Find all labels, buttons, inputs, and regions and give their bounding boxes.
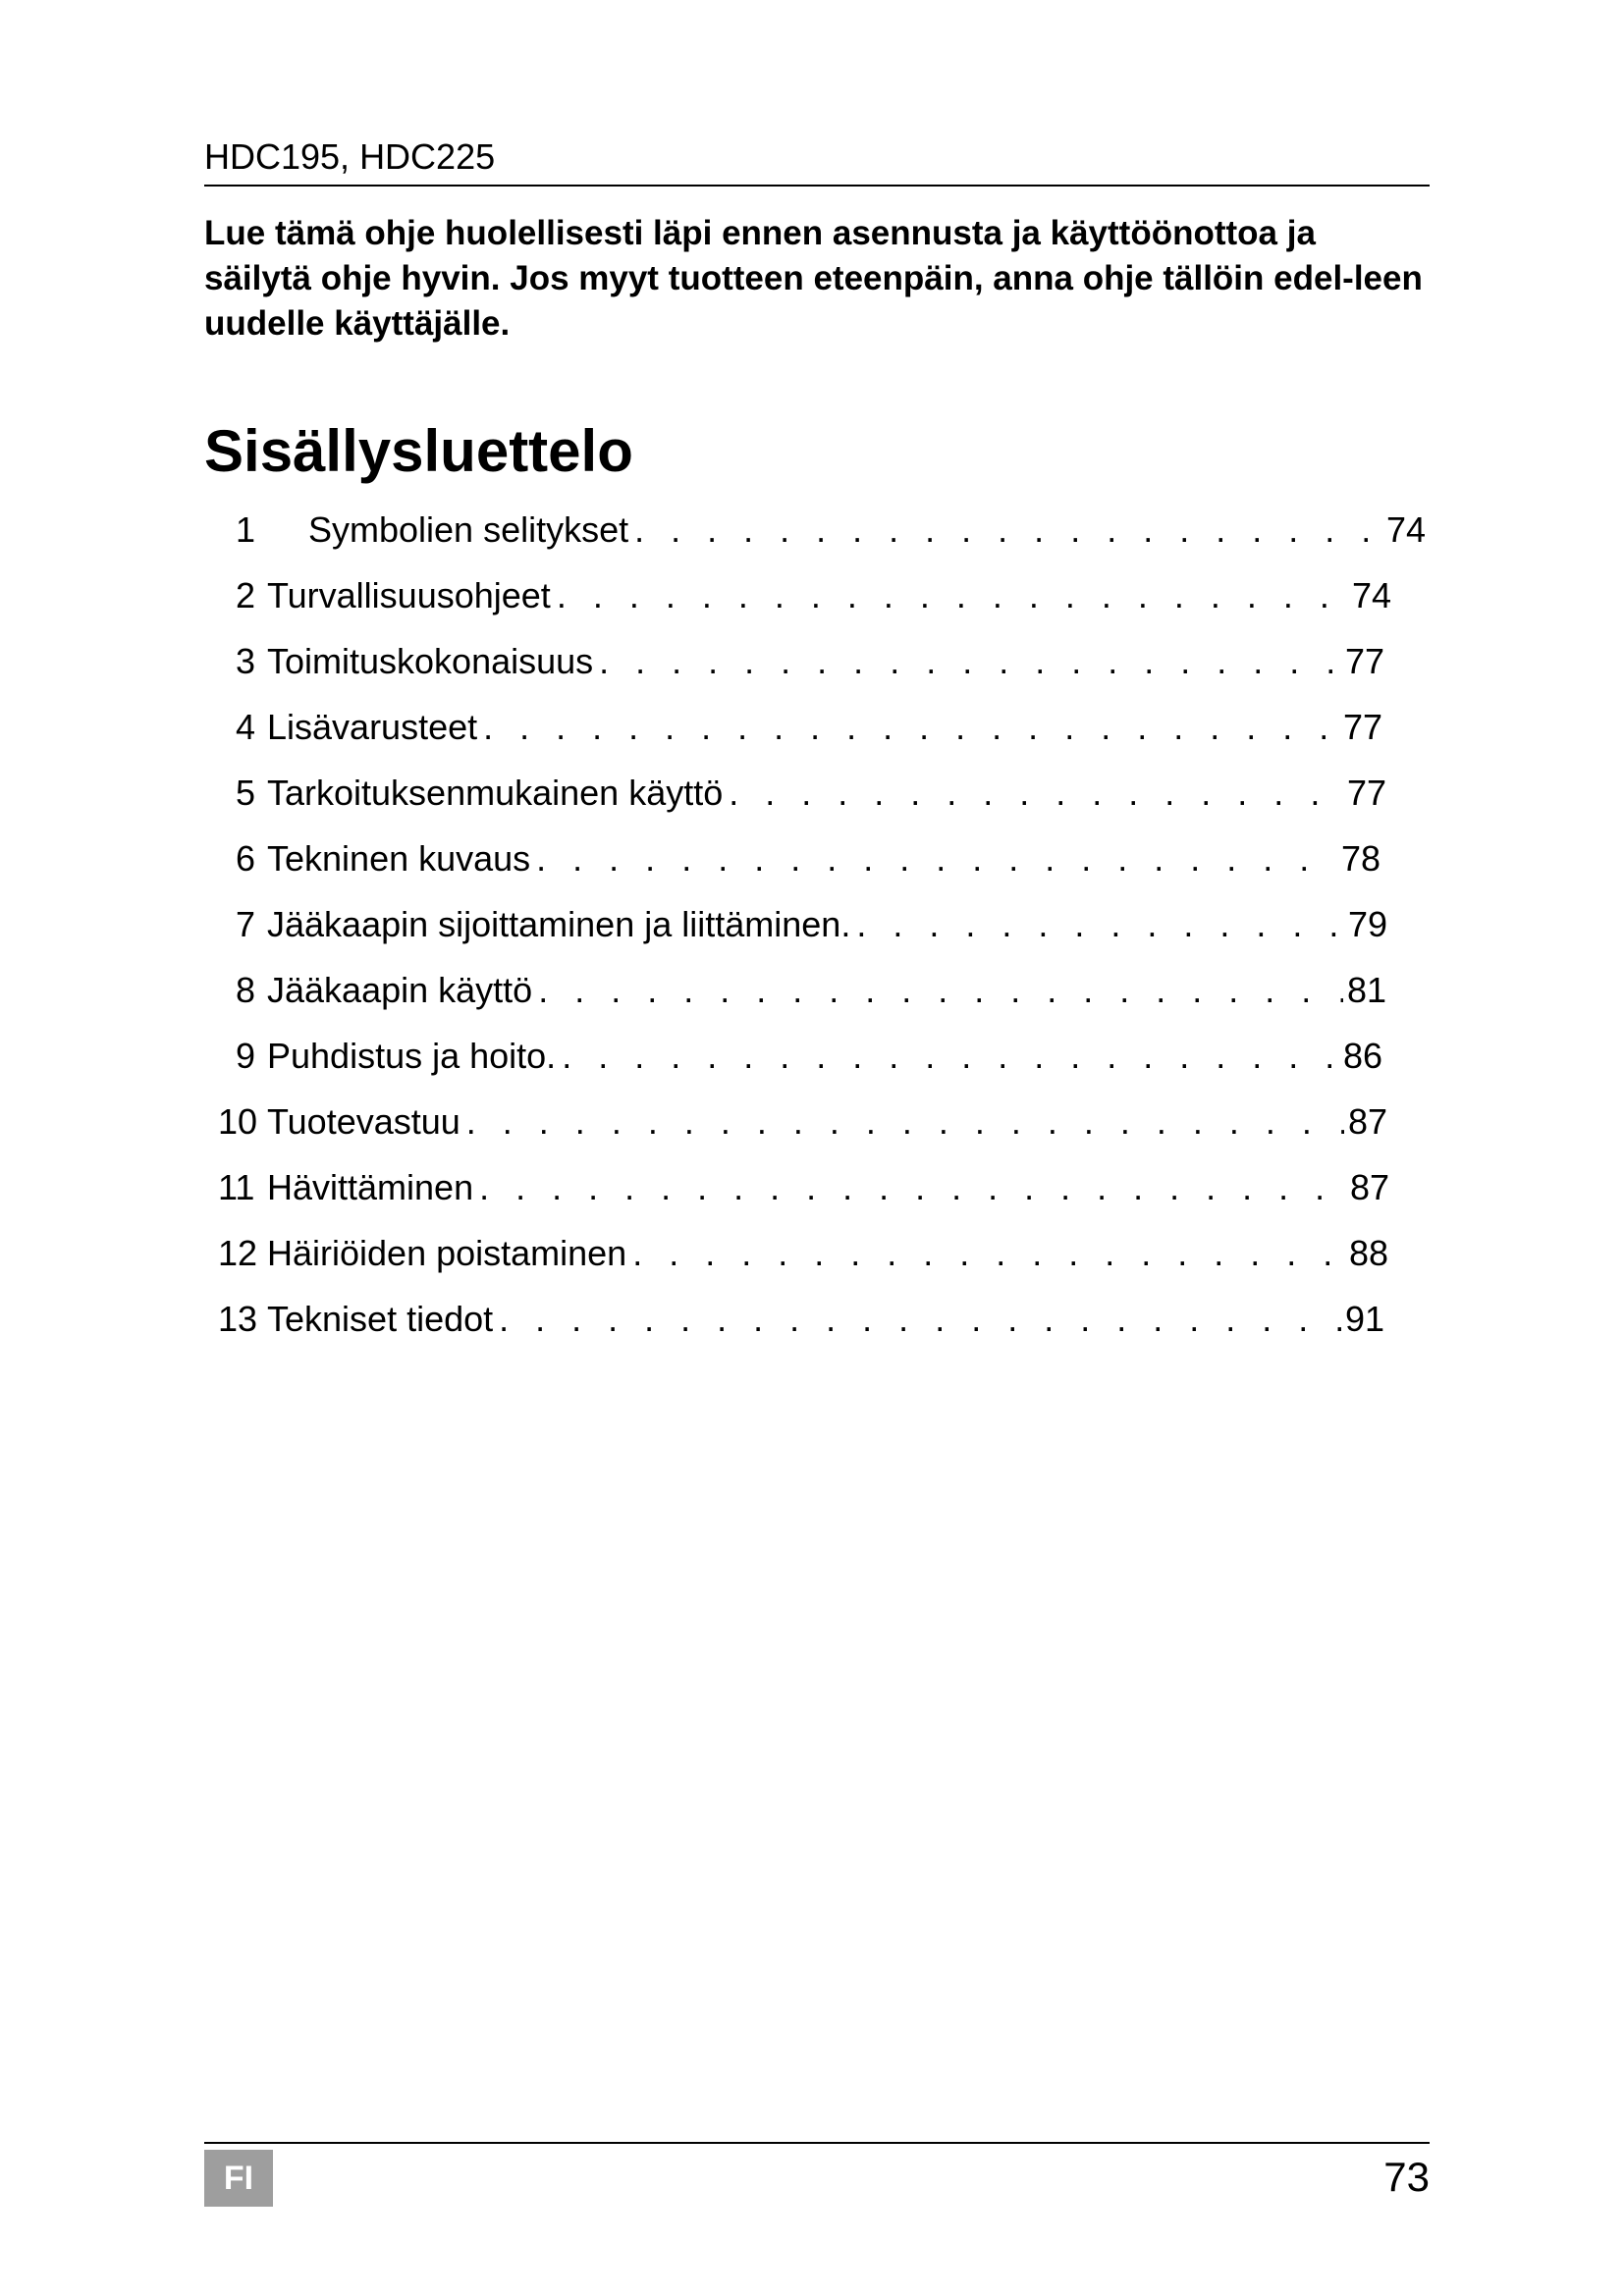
toc-leader-dots [532,967,1343,1014]
model-title: HDC195, HDC225 [204,136,496,177]
toc-leader-dots [460,1098,1344,1146]
toc-item-label: Häiriöiden poistaminen [267,1233,627,1273]
toc-item-number: 3 [236,641,256,681]
toc-item-label: Jääkaapin sijoittaminen ja liittäminen. [267,904,851,944]
language-badge: FI [204,2150,273,2207]
toc-item[interactable] [218,1296,1384,1343]
toc-item[interactable] [218,1098,1387,1146]
toc-item[interactable] [236,901,1387,948]
toc-item-page: 77 [1342,707,1382,747]
toc-item-number: 11 [218,1167,255,1207]
toc-item-page: 88 [1348,1233,1388,1273]
toc-item-number: 5 [236,773,256,813]
toc-item-number: 4 [236,707,256,747]
toc-item-label: Hävittäminen [267,1167,474,1207]
toc-item-number: 6 [236,838,256,879]
toc-item-number: 13 [218,1299,258,1339]
toc-item[interactable] [236,835,1380,882]
toc-item-label: Symbolien selitykset [308,509,629,550]
toc-item-label: Toimituskokonaisuus [267,641,594,681]
toc-item-page: 87 [1347,1101,1387,1142]
toc-item[interactable] [218,1164,1389,1211]
toc-leader-dots [628,507,1382,554]
toc-item-number: 8 [236,970,256,1010]
toc-item-page: 77 [1344,641,1384,681]
toc-item-page: 87 [1349,1167,1389,1207]
toc-leader-dots [493,1296,1341,1343]
toc-leader-dots [551,572,1348,619]
toc-leader-dots [850,901,1344,948]
toc-item-number: 7 [236,904,256,944]
toc-item-page: 91 [1344,1299,1384,1339]
toc-item-number: 2 [236,575,256,615]
toc-item-label: Lisävarusteet [267,707,478,747]
toc-item[interactable] [236,1033,1382,1080]
toc-item-page: 81 [1346,970,1386,1010]
toc-item-page: 77 [1346,773,1386,813]
toc-item-number: 1 [236,509,256,550]
toc-title: Sisällysluettelo [204,418,633,484]
footer-divider [204,2142,1430,2144]
toc-item-page: 74 [1385,509,1426,550]
toc-item[interactable] [236,507,1426,554]
toc-item[interactable] [236,770,1386,817]
toc-item-number: 12 [218,1233,258,1273]
toc-item-page: 86 [1342,1036,1382,1076]
toc-leader-dots [473,1164,1346,1211]
toc-leader-dots [723,770,1343,817]
toc-item[interactable] [236,704,1382,751]
intro-paragraph: Lue tämä ohje huolellisesti läpi ennen asennusta ja käyttöönottoa ja säilytä ohje hyvin. Jos myyt tuotteen eteenpäin, anna ohje tällöin edel-leen uudelle käyttäjälle. [204,214,1423,343]
toc-leader-dots [626,1230,1345,1277]
toc-leader-dots [556,1033,1339,1080]
toc-item-label: Puhdistus ja hoito. [267,1036,557,1076]
toc-item-label: Tarkoituksenmukainen käyttö [267,773,724,813]
toc-item-label: Jääkaapin käyttö [267,970,533,1010]
toc-leader-dots [530,835,1337,882]
toc-item-number: 9 [236,1036,256,1076]
toc-leader-dots [593,638,1341,685]
toc-item-label: Tuotevastuu [267,1101,460,1142]
toc-item-label: Turvallisuusohjeet [267,575,551,615]
toc-item-number: 10 [218,1101,258,1142]
toc-item-label: Tekninen kuvaus [267,838,531,879]
toc-item[interactable] [218,1230,1388,1277]
toc-leader-dots [477,704,1339,751]
toc-item[interactable] [236,967,1386,1014]
toc-item[interactable] [236,572,1391,619]
toc-item-label: Tekniset tiedot [267,1299,494,1339]
toc-item-page: 74 [1351,575,1391,615]
toc-item[interactable] [236,638,1384,685]
toc-item-page: 79 [1347,904,1387,944]
page-number: 73 [1383,2154,1430,2200]
toc-item-page: 78 [1340,838,1380,879]
